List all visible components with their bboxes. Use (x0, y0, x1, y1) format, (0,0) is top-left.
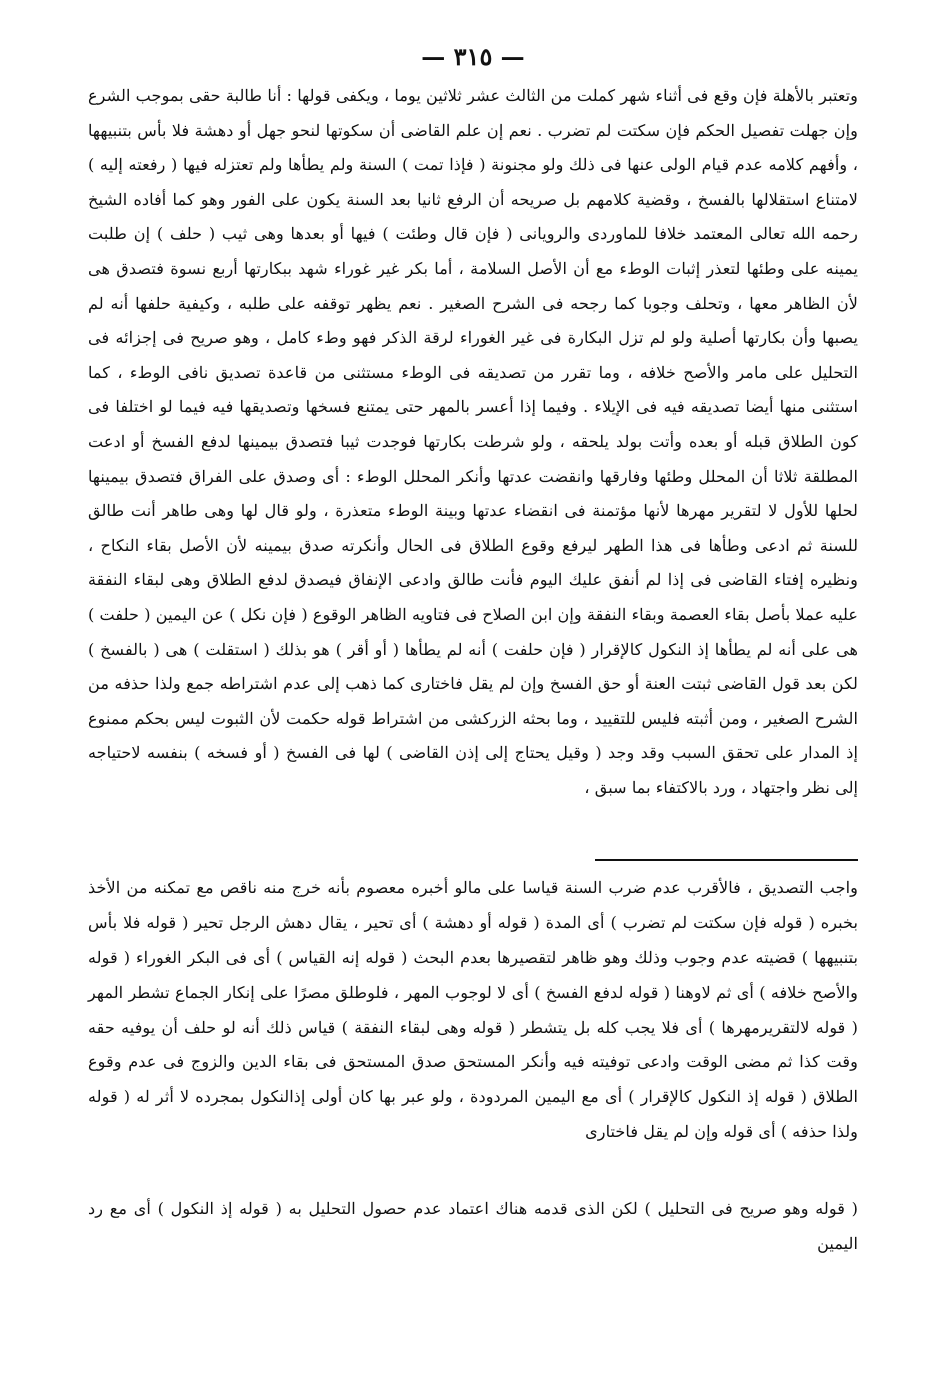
footnote-separator (595, 859, 858, 861)
main-paragraph: وتعتبر بالأهلة فإن وقع فى أثناء شهر كملت من الثالث عشر ثلاثين يوما ، ويكفى قولها : أنا طالبة حقى بموجب الشرع وإن جهلت تفصيل الحكم فإن سكتت لم تضرب . نعم إن علم القاضى أن سكوتها لنحو جهل أو دهشة فلا بأس بتنبيهها ، وأفهم كلامه عدم قيام الولى عنها فى ذلك ولو مجنونة ( فإذا تمت ) السنة ولم يطأها ولم تعتزله فيها ( رفعته إليه ) لامتناع استقلالها بالفسخ ، وقضية كلامهم بل صريحه أن الرفع ثانيا بعد السنة يكون على الفور وهو كما أفاده الشيخ رحمه الله تعالى المعتمد خلافا للماوردى والرويانى ( فإن قال وطئت ) فيها أو بعدها وهى ثيب ( حلف ) إن طلبت يمينه على وطئها لتعذر إثبات الوطء مع أن الأصل السلامة ، أما بكر غير غوراء شهد ببكارتها أربع نسوة فتصدق هى لأن الظاهر معها ، وتحلف وجوبا كما رجحه فى الشرح الصغير . نعم يظهر توقفه على طلبه ، وكيفية حلفها أنه لم يصبها وأن بكارتها أصلية ولو لم تزل البكارة فى غير الغوراء لرقة الذكر فهو وطء كامل ، وهو صريح فى إجزائه فى التحليل على مامر والأصح خلافه ، وما تقرر من تصديقه فى الوطء مستثنى من قاعدة تصديق نافى الوطء ، كما استثنى منها أيضا تصديقه فيه فى الإيلاء . وفيما إذا أعسر بالمهر حتى يمتنع فسخها وتصديقها فيه فيما لو اختلفا فى كون الطلاق قبله أو بعده وأتت بولد يلحقه ، ولو شرطت بكارتها فوجدت ثيبا فتصدق بيمينها لدفع الفسخ أو ادعت المطلقة ثلاثا أن المحلل وطئها وفارقها وانقضت عدتها وأنكر المحلل الوطء : أى وصدق على الفراق فتصدق بيمينها لحلها للأول لا لتقرير مهرها لأنها مؤتمنة فى انقضاء عدتها وبينة الوطء متعذرة ، ولو قال لها وهى طاهر أنت طالق للسنة ثم ادعى وطأها فى هذا الطهر ليرفع وقوع الطلاق فى الحال وأنكرته صدق بيمينه لأن الأصل بقاء النكاح ، ونظيره إفتاء القاضى فى إذا لم أنفق عليك اليوم فأنت طالق وادعى الإنفاق فيصدق لدفع الطلاق وهى لبقاء النفقة عليه عملا بأصل بقاء العصمة وبقاء النفقة وإن ابن الصلاح فى فتاويه الظاهر الوقوع ( فإن نكل ) عن اليمين ( حلفت ) هى على أنه لم يطأها إذ النكول كالإقرار ( فإن حلفت ) أنه لم يطأها ( أو أقر ) هو بذلك ( استقلت ) هى ( بالفسخ ) لكن بعد قول القاضى ثبتت العنة أو حق الفسخ وإن لم يقل فاختارى كما ذهب إلى عدم اشتراطه جمع ولذا حذفه من الشرح الصغير ، ومن أثبته فليس للتقييد ، وما بحثه الزركشى من اشتراط قوله حكمت لأن الثبوت ليس بحكم ممنوع إذ المدار على تحقق السبب وقد وجد ( وقيل يحتاج إلى إذن القاضى ) لها فى الفسخ ( أو فسخه ) بنفسه لاحتياجه إلى نظر واجتهاد ، ورد بالاكتفاء بما سبق ، (88, 86, 858, 797)
footnote-paragraph: ( قوله وهو صريح فى التحليل ) لكن الذى قدمه هناك اعتماد عدم حصول التحليل به ( قوله إذ النكول ) أى مع رد اليمين (88, 1198, 858, 1253)
footnote-paragraph: واجب التصديق ، فالأقرب عدم ضرب السنة قياسا على مالو أخبره معصوم بأنه خرج منه ناقص مع تمكنه من الأخذ بخبره ( قوله فإن سكتت لم تضرب ) أى المدة ( قوله أو دهشة ) أى تحير ، يقال دهش الرجل تحير ( قوله فلا بأس بتنبيهها ) قضيته عدم وجوب وذلك وهو ظاهر لتقصيرها بعدم البحث ( قوله إنه القياس ) أى فى البكر الغوراء ( قوله والأصح خلافه ) أى ثم لاوهنا ( قوله لدفع الفسخ ) أى لا لوجوب المهر ، فلوطلق مصرًا على إنكار الجماع تشطر المهر ( قوله لالتقريرمهرها ) أى فلا يجب كله بل يتشطر ( قوله وهى لبقاء النفقة ) قياس ذلك أنه لو حلف أن يوفيه حقه وقت كذا ثم مضى الوقت وادعى توفيته فيه وأنكر المستحق صدق المستحق فى بقاء الدين والزوج فى عدم وقوع الطلاق ( قوله إذ النكول كالإقرار ) أى مع اليمين المردودة ، ولو عبر بها كان أولى إذالنكول بمجرده لا أثر له ( قوله ولذا حذفه ) أى قوله وإن لم يقل فاختارى (88, 878, 858, 1142)
footnote-2 (88, 1192, 858, 1262)
page-number: — ٣١٥ — (421, 42, 525, 71)
footnote-1 (88, 871, 858, 1149)
main-text (88, 79, 858, 805)
